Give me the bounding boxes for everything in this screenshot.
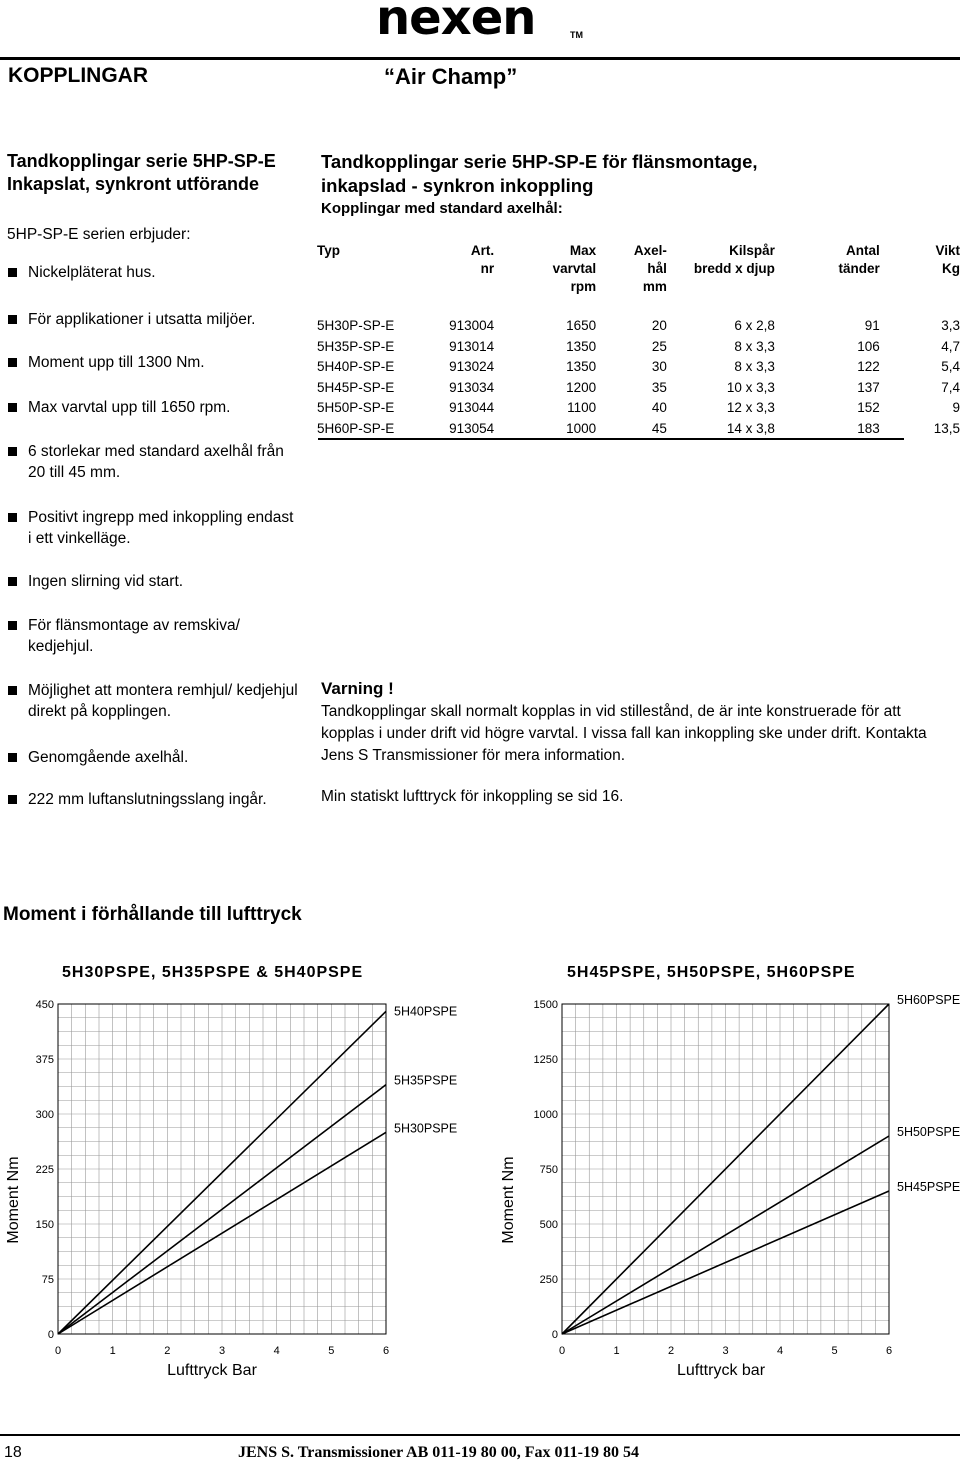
- bullet-square-icon: [8, 358, 17, 367]
- cell-typ: 5H50P-SP-E: [317, 400, 395, 415]
- col-header-axel: Axel- hål mm: [633, 243, 667, 294]
- warning-heading: Varning !: [321, 679, 394, 698]
- cell-vikt: 13,5: [933, 420, 960, 436]
- cell-max-varvtal: 1000: [566, 420, 597, 436]
- cell-axelhal: 30: [651, 359, 667, 374]
- x-tick-label: 0: [54, 1345, 62, 1357]
- x-axis-label: Lufttryck bar: [676, 1362, 766, 1379]
- left-heading: [7, 150, 312, 196]
- y-tick-label: 500: [539, 1219, 558, 1231]
- list-item-text: 222 mm luftanslutningsslang ingår.: [28, 791, 267, 808]
- y-tick-label: 1250: [533, 1054, 558, 1066]
- x-tick-label: 1: [109, 1345, 116, 1357]
- cell-antal: 106: [857, 338, 880, 354]
- cell-antal: 91: [864, 318, 880, 333]
- y-tick-label: 750: [539, 1164, 558, 1176]
- cell-antal: 122: [857, 359, 880, 374]
- page-title: KOPPLINGAR: [8, 64, 149, 87]
- list-item-text: Genomgående axelhål.: [28, 749, 189, 766]
- cell-art: 913004: [449, 318, 495, 333]
- cell-max-varvtal: 1350: [566, 338, 597, 354]
- left-heading-line1: Tandkopplingar serie 5HP-SP-E: [7, 151, 276, 171]
- col-header-typ: Typ: [317, 243, 340, 258]
- cell-kilspar: 14 x 3,8: [726, 420, 775, 436]
- chart-title: 5H30PSPE, 5H35PSPE & 5H40PSPE: [62, 964, 364, 981]
- y-tick-label: 375: [35, 1054, 54, 1066]
- series-label: 5H45PSPE: [897, 1180, 960, 1194]
- cell-axelhal: 25: [651, 338, 667, 354]
- cell-axelhal: 20: [651, 318, 667, 333]
- bullet-square-icon: [8, 268, 17, 277]
- cell-max-varvtal: 1100: [567, 400, 597, 415]
- list-item-text: Möjlighet att montera remhjul/ kedjehjul direkt på kopplingen.: [28, 682, 298, 720]
- series-label: 5H60PSPE: [897, 993, 960, 1007]
- footer-rule: [0, 1434, 960, 1436]
- moment-section-title: Moment i förhållande till lufttryck: [3, 904, 302, 925]
- cell-typ: 5H35P-SP-E: [317, 338, 395, 354]
- y-tick-label: 1000: [533, 1109, 558, 1121]
- y-axis-label: Moment Nm: [500, 1156, 517, 1244]
- cell-kilspar: 10 x 3,3: [726, 379, 775, 395]
- x-tick-label: 0: [558, 1345, 566, 1357]
- series-label: 5H50PSPE: [897, 1125, 960, 1139]
- table-row: [317, 357, 960, 378]
- x-tick-label: 5: [328, 1345, 335, 1357]
- x-tick-label: 5: [831, 1345, 838, 1357]
- col-header-kilspar: Kilspår bredd x djup: [693, 243, 775, 276]
- bullet-square-icon: [8, 315, 17, 324]
- col-header-art: Art. nr: [470, 243, 495, 276]
- cell-kilspar: 6 x 2,8: [734, 318, 775, 333]
- y-tick-label: 75: [41, 1274, 54, 1286]
- col-header-max: Max varvtal rpm: [552, 243, 597, 294]
- cell-typ: 5H45P-SP-E: [317, 379, 395, 395]
- table-row: [317, 316, 960, 337]
- y-tick-label: 250: [539, 1274, 558, 1286]
- bullet-square-icon: [8, 795, 17, 804]
- spec-table: [317, 242, 960, 439]
- x-tick-label: 1: [613, 1345, 620, 1357]
- intro-text: 5HP-SP-E serien erbjuder:: [7, 226, 191, 243]
- y-tick-label: 225: [35, 1164, 54, 1176]
- series-label: 5H40PSPE: [394, 1004, 458, 1019]
- list-item-text: För flänsmontage av remskiva/ kedjehjul.: [28, 617, 240, 655]
- list-item-text: För applikationer i utsatta miljöer.: [28, 311, 256, 328]
- moment-chart-small: [0, 955, 470, 1385]
- table-header-row: [317, 242, 960, 296]
- x-tick-label: 6: [382, 1345, 390, 1357]
- bullet-square-icon: [8, 577, 17, 586]
- table-bottom-rule: [318, 438, 904, 440]
- cell-axelhal: 45: [651, 420, 667, 436]
- table-row: [317, 398, 960, 419]
- cell-typ: 5H40P-SP-E: [317, 359, 395, 374]
- y-tick-label: 1500: [533, 999, 558, 1011]
- list-item-text: Nickelpläterat hus.: [28, 264, 156, 281]
- bullet-square-icon: [8, 753, 17, 762]
- cell-vikt: 5,4: [941, 359, 960, 374]
- y-tick-label: 0: [551, 1329, 558, 1341]
- bullet-square-icon: [8, 513, 17, 522]
- bullet-square-icon: [8, 403, 17, 412]
- right-heading: [321, 150, 941, 198]
- cell-max-varvtal: 1350: [566, 359, 597, 374]
- cell-axelhal: 35: [651, 379, 667, 395]
- y-tick-label: 0: [47, 1329, 54, 1341]
- right-heading-line1: Tandkopplingar serie 5HP-SP-E för flänsmontage,: [321, 151, 758, 172]
- trademark-mark: TM: [570, 30, 583, 40]
- cell-art: 913034: [449, 379, 495, 395]
- y-tick-label: 150: [35, 1219, 54, 1231]
- right-heading-line2: inkapslad - synkron inkoppling: [321, 175, 594, 196]
- cell-vikt: 4,7: [941, 338, 960, 354]
- x-tick-label: 3: [722, 1345, 729, 1357]
- cell-max-varvtal: 1650: [566, 318, 597, 333]
- min-pressure-note: Min statiskt lufttryck för inkoppling se sid 16.: [321, 788, 624, 805]
- cell-art: 913014: [449, 338, 495, 354]
- cell-art: 913024: [449, 359, 495, 374]
- left-heading-line2: Inkapslat, synkront utförande: [7, 174, 260, 194]
- list-item-text: Positivt ingrepp med inkoppling endast i ett vinkelläge.: [28, 509, 294, 547]
- cell-kilspar: 8 x 3,3: [734, 338, 775, 354]
- bullet-square-icon: [8, 621, 17, 630]
- cell-art: 913044: [449, 400, 495, 415]
- y-axis-label: Moment Nm: [5, 1156, 22, 1244]
- cell-vikt: 9: [952, 400, 960, 415]
- cell-kilspar: 12 x 3,3: [726, 400, 775, 415]
- cell-typ: 5H30P-SP-E: [317, 318, 395, 333]
- product-name: “Air Champ”: [384, 64, 518, 89]
- cell-axelhal: 40: [651, 400, 667, 415]
- col-header-antal: Antal tänder: [838, 243, 880, 276]
- moment-chart-large: [485, 955, 960, 1385]
- list-item-text: Ingen slirning vid start.: [28, 573, 184, 590]
- footer-company: JENS S. Transmissioner AB 011-19 80 00, Fax 011-19 80 54: [238, 1444, 639, 1461]
- x-tick-label: 4: [776, 1345, 784, 1357]
- y-tick-label: 300: [35, 1109, 54, 1121]
- cell-antal: 137: [857, 379, 880, 395]
- header-rule: [0, 57, 960, 60]
- warning-text: Tandkopplingar skall normalt kopplas in vid stillestånd, de är inte konstruerade för att kopplas i under drift vid högre varvtal. I vissa fall kan inkoppling ske under drift. Kontakta Jens S Transmissioner för mera information.: [321, 703, 927, 764]
- x-tick-label: 6: [885, 1345, 893, 1357]
- table-row: [317, 378, 960, 399]
- x-tick-label: 2: [667, 1345, 675, 1357]
- x-axis-label: Lufttryck Bar: [167, 1362, 257, 1379]
- series-label: 5H30PSPE: [394, 1121, 458, 1136]
- col-header-vikt: Vikt Kg: [935, 243, 960, 276]
- list-item-text: 6 storlekar med standard axelhål från 20 till 45 mm.: [28, 443, 284, 481]
- list-item-text: Max varvtal upp till 1650 rpm.: [28, 399, 231, 416]
- table-row: [317, 337, 960, 358]
- y-tick-label: 450: [35, 999, 54, 1011]
- list-item-text: Moment upp till 1300 Nm.: [28, 354, 205, 371]
- cell-antal: 183: [857, 420, 880, 436]
- nexen-logo: nexen: [376, 0, 536, 46]
- x-tick-label: 2: [164, 1345, 171, 1357]
- cell-max-varvtal: 1200: [566, 379, 597, 395]
- cell-vikt: 7,4: [941, 379, 960, 395]
- page-number: 18: [4, 1444, 22, 1461]
- x-tick-label: 4: [273, 1345, 280, 1357]
- table-row: [317, 419, 960, 440]
- cell-kilspar: 8 x 3,3: [734, 359, 775, 374]
- cell-art: 913054: [449, 420, 495, 436]
- series-label: 5H35PSPE: [394, 1073, 458, 1088]
- bullet-square-icon: [8, 686, 17, 695]
- chart-title: 5H45PSPE, 5H50PSPE, 5H60PSPE: [567, 964, 856, 981]
- right-subheading: Kopplingar med standard axelhål:: [321, 200, 563, 217]
- x-tick-label: 3: [218, 1345, 226, 1357]
- cell-antal: 152: [857, 400, 880, 415]
- bullet-square-icon: [8, 447, 17, 456]
- cell-typ: 5H60P-SP-E: [317, 420, 395, 436]
- cell-vikt: 3,3: [941, 318, 960, 333]
